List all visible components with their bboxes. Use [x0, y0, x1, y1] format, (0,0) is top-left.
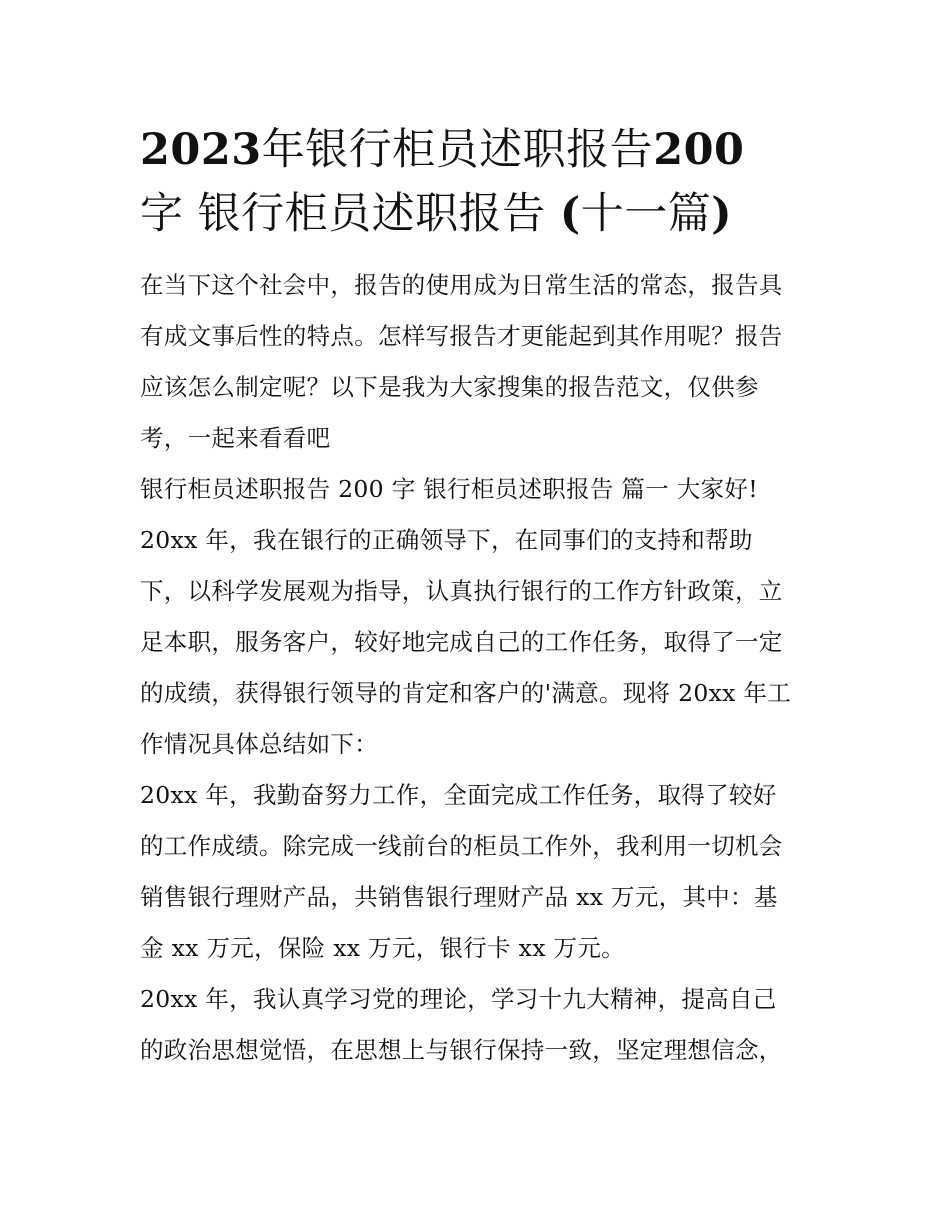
title-year: 2023: [140, 125, 262, 175]
text-line: 在当下这个社会中，报告的使用成为日常生活的常态，报告具: [140, 271, 783, 299]
title-line-2: [140, 182, 820, 246]
paragraph-intro: [140, 260, 820, 464]
title-paren-close: ): [711, 189, 733, 239]
text-line: 下，以科学发展观为指导，认真执行银行的工作方针政策，立: [140, 577, 783, 605]
text-line: 销售银行理财产品，共销售银行理财产品 xx 万元，其中：基: [140, 883, 778, 911]
text-line: 考，一起来看看吧: [140, 424, 331, 452]
title-line-1: [140, 118, 820, 182]
text-line: 的政治思想觉悟，在思想上与银行保持一致，坚定理想信念，: [140, 1036, 783, 1064]
document-body: [140, 118, 820, 1076]
title-text: 年银行柜员述职报告: [261, 125, 654, 175]
paragraph-summary: [140, 515, 820, 770]
text-line: 金 xx 万元，保险 xx 万元，银行卡 xx 万元。: [140, 934, 625, 962]
text-line: 20xx 年，我在银行的正确领导下，在同事们的支持和帮助: [140, 526, 753, 554]
text-line: 20xx 年，我认真学习党的理论，学习十九大精神，提高自己: [140, 985, 777, 1013]
paragraph-heading: [140, 464, 820, 515]
title-paren-open: (: [559, 189, 581, 239]
paragraph-work: [140, 770, 820, 974]
title-count: 十一篇: [580, 189, 712, 239]
text-line: 作情况具体总结如下：: [140, 730, 378, 758]
document-title: [140, 118, 820, 246]
title-text-2: 字 银行柜员述职报告: [140, 189, 560, 239]
text-line: 足本职，服务客户，较好地完成自己的工作任务，取得了一定: [140, 628, 783, 656]
title-number: 200: [653, 125, 745, 175]
text-line: 20xx 年，我勤奋努力工作，全面完成工作任务，取得了较好: [140, 781, 777, 809]
text-line: 应该怎么制定呢？以下是我为大家搜集的报告范文，仅供参: [140, 373, 759, 401]
text-line: 银行柜员述职报告 200 字 银行柜员述职报告 篇一 大家好!: [140, 475, 758, 503]
text-line: 有成文事后性的特点。怎样写报告才更能起到其作用呢？报告: [140, 322, 783, 350]
text-line: 的工作成绩。除完成一线前台的柜员工作外，我利用一切机会: [140, 832, 783, 860]
paragraph-study: [140, 974, 820, 1076]
text-line: 的成绩，获得银行领导的肯定和客户的'满意。现将 20xx 年工: [140, 679, 792, 707]
